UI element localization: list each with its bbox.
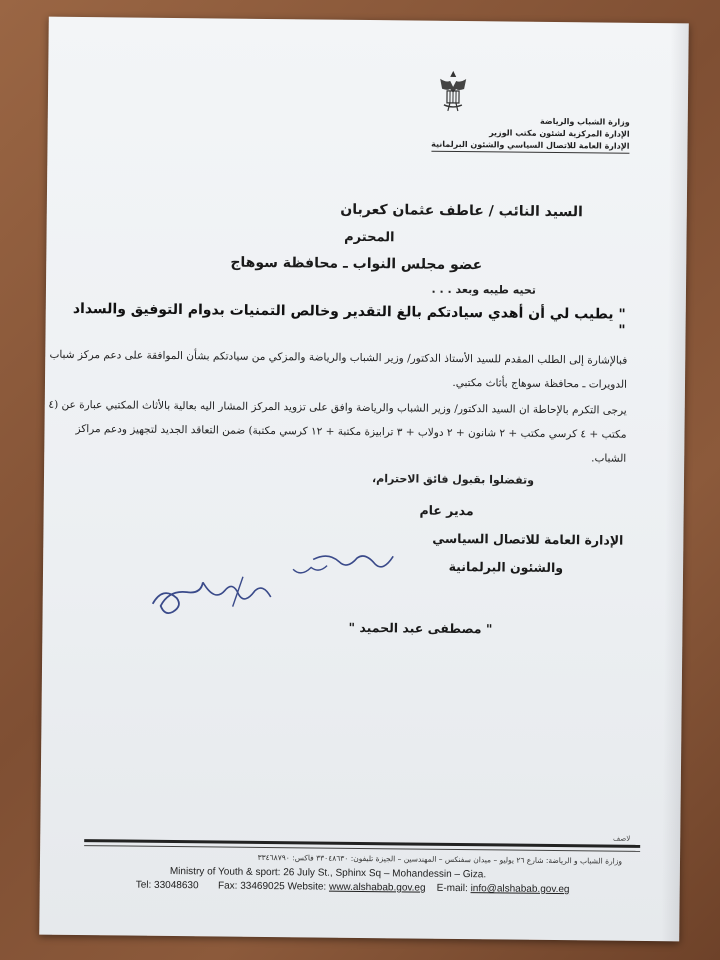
letterhead-central-admin: الإدارة المركزية لشئون مكتب الوزير [489,128,630,139]
signature-block [304,501,624,637]
greeting-text: تحيه طيبه وبعد . . . [431,282,537,297]
eagle-emblem-icon [436,69,470,113]
footer-email-link[interactable]: info@alshabab.gov.eg [470,883,570,896]
letterhead [369,68,630,154]
opening-line: " يطيب لي أن أهدي سيادتكم بالغ التقدير وخالص التمنيات بدوام التوفيق والسداد " [72,300,626,339]
signer-title: مدير عام [419,502,474,519]
signer-department-line2: والشئون البرلمانية [448,558,564,576]
signer-department-line1: الإدارة العامة للاتصال السياسي [432,530,624,548]
footer-contact-line [136,880,570,896]
closing-text: وتفضلوا بقبول فائق الاحترام، [371,472,535,487]
addressee-block [163,198,583,274]
body-paragraph-1: فبالإشارة إلى الطلب المقدم للسيد الأستاذ الدكتور/ وزير الشباب والرياضة والمزكي من سيادتكم بشأن الموافقة على دعم مركز شباب الدويرات ـ محافظة سوهاج بأثاث مكتبي. [49,348,628,391]
handwritten-signature-icon [142,546,403,629]
letterhead-general-admin: الإدارة العامة للاتصال السياسي والشئون البرلمانية [431,139,629,154]
letterhead-ministry: وزارة الشباب والرياضة [540,116,630,127]
addressee-honorific: المحترم [344,229,395,246]
footer-mark: لاصف [613,834,631,843]
footer-arabic-address: وزارة الشباب و الرياضة: شارع ٢٦ يوليو – ميدان سفنكس – المهندسين – الجيزة تليفون: ٣٣٠٤٨٦٣٠ فاكس: ٣٣٤٦٨٧٩٠ [257,852,623,866]
footer-fax-web-label: Fax: 33469025 Website: [217,880,327,893]
addressee-position: عضو مجلس النواب ـ محافظة سوهاج [230,254,483,274]
footer-email-label: E-mail: [436,882,468,895]
footer-website-link[interactable]: www.alshabab.gov.eg [328,881,426,894]
footer-tel: Tel: 33048630 [135,879,199,892]
addressee-name: السيد النائب / عاطف عثمان كعربان [340,201,583,221]
letter-paper [39,17,689,942]
body-paragraph-2: يرجى التكرم بالإحاطة ان السيد الدكتور/ وزير الشباب والرياضة وافق على تزويد المركز المشار اليه بعالية بالأثاث المكتبي عبارة عن (٤ مكتب + ٤ كرسي مكتب + ٢ شانون + ٢ دولاب + ٣ ترابيزة مكتبة + ١٢ كرسي مكتبة) ضمن التعاقد الجديد لتجهيز ودعم مراكز الشباب. [48,398,627,465]
footer-english-address: Ministry of Youth & sport: 26 July St., Sphinx Sq – Mohandessin – Giza. [169,865,487,881]
signer-name: " مصطفى عبد الحميد " [348,619,493,637]
